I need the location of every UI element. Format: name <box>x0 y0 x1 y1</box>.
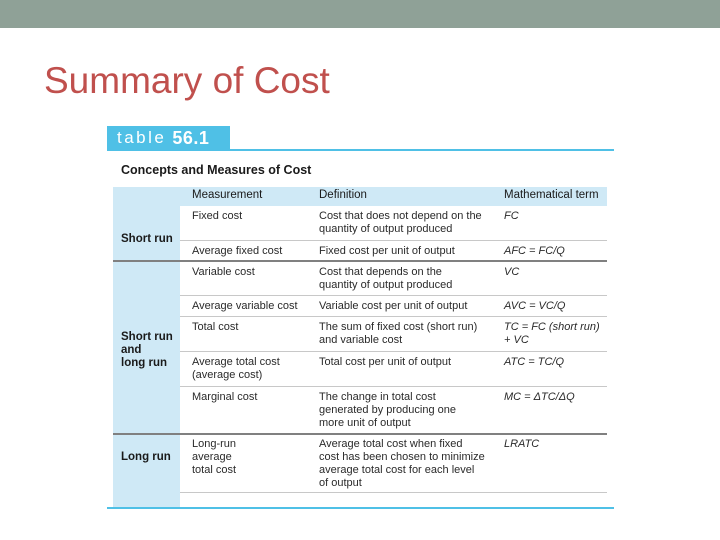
header-measurement: Measurement <box>192 189 263 201</box>
table-top-rule <box>107 149 614 151</box>
row-divider <box>180 351 607 352</box>
cell-measurement: Marginal cost <box>192 391 258 403</box>
cell-definition: Cost that does not depend on the quantity of output produced <box>319 210 482 235</box>
cell-measurement: Average total cost (average cost) <box>192 356 280 381</box>
cell-term: AFC = FC/Q <box>504 245 565 257</box>
table-label-word: table <box>117 128 167 147</box>
cell-definition: Variable cost per unit of output <box>319 300 468 312</box>
cell-term: AVC = VC/Q <box>504 300 566 312</box>
cell-measurement: Long-run average total cost <box>192 438 237 476</box>
cell-definition: The sum of fixed cost (short run) and variable cost <box>319 321 478 346</box>
header-definition: Definition <box>319 189 367 201</box>
cell-measurement: Total cost <box>192 321 239 333</box>
cell-definition: The change in total cost generated by producing one more unit of output <box>319 391 456 429</box>
table-figure <box>107 126 614 510</box>
cell-measurement: Average fixed cost <box>192 245 283 257</box>
row-divider <box>180 492 607 493</box>
cell-term: LRATC <box>504 438 540 450</box>
cell-term: MC = ΔTC/ΔQ <box>504 391 575 403</box>
group-short-and-long-run: Short run and long run <box>121 331 173 369</box>
table-label-tab <box>107 126 230 150</box>
cell-definition: Fixed cost per unit of output <box>319 245 455 257</box>
cell-measurement: Average variable cost <box>192 300 298 312</box>
cell-term: TC = FC (short run) + VC <box>504 321 600 346</box>
table-label-number: 56.1 <box>172 127 210 148</box>
cell-measurement: Variable cost <box>192 266 255 278</box>
cell-term: VC <box>504 266 520 278</box>
group-short-run: Short run <box>121 233 173 245</box>
group-divider <box>113 433 607 435</box>
row-divider <box>180 316 607 317</box>
cell-definition: Cost that depends on the quantity of output produced <box>319 266 453 291</box>
group-divider <box>113 260 607 262</box>
row-divider <box>180 295 607 296</box>
header-mathematical-term: Mathematical term <box>504 189 599 201</box>
cell-term: ATC = TC/Q <box>504 356 564 368</box>
cell-term: FC <box>504 210 519 222</box>
cell-measurement: Fixed cost <box>192 210 243 222</box>
group-long-run: Long run <box>121 451 171 463</box>
cell-definition: Total cost per unit of output <box>319 356 452 368</box>
table-bottom-rule <box>107 507 614 509</box>
table-caption: Concepts and Measures of Cost <box>121 163 312 177</box>
slide-title: Summary of Cost <box>44 60 330 101</box>
cell-definition: Average total cost when fixed cost has been chosen to minimize average total cost for each level of output <box>319 438 485 489</box>
row-divider <box>180 240 607 241</box>
row-divider <box>180 386 607 387</box>
top-accent-bar <box>0 0 720 28</box>
